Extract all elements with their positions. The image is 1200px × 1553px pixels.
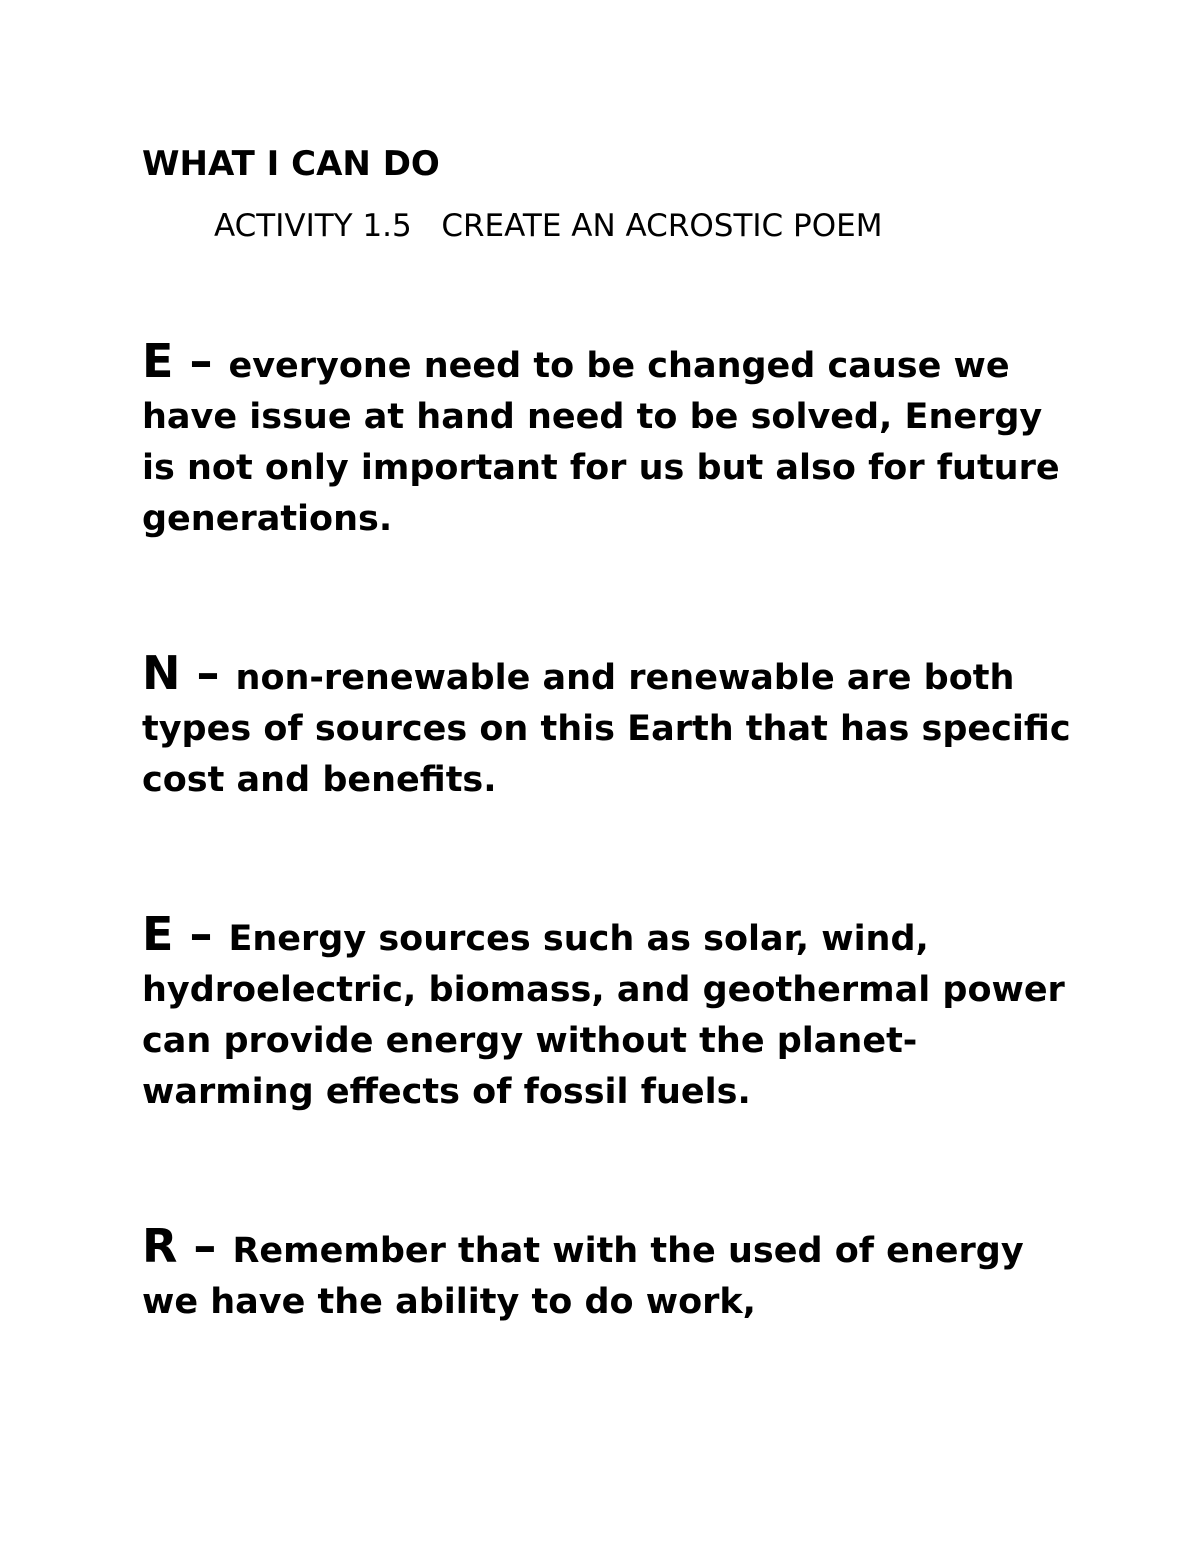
acrostic-line-text: Energy sources such as solar, wind, hydroelectric, biomass, and geothermal power can provide energy without the planet-warming effects of fossil fuels.: [142, 919, 1065, 1112]
acrostic-dash: –: [180, 646, 236, 700]
acrostic-letter: E: [142, 907, 174, 961]
acrostic-stanza-r: [142, 1221, 1082, 1328]
activity-title: ACTIVITY 1.5 CREATE AN ACROSTIC POEM: [214, 208, 883, 244]
acrostic-dash: –: [173, 907, 229, 961]
acrostic-stanza-e1: [142, 336, 1082, 545]
acrostic-dash: –: [177, 1219, 233, 1273]
section-heading: WHAT I CAN DO: [142, 144, 440, 184]
acrostic-stanza-n: [142, 648, 1082, 806]
acrostic-letter: E: [142, 334, 174, 388]
acrostic-letter: N: [142, 646, 181, 700]
acrostic-dash: –: [173, 334, 229, 388]
acrostic-line-text: everyone need to be changed cause we have issue at hand need to be solved, Energy is not only important for us but also for future generations.: [142, 346, 1060, 539]
acrostic-letter: R: [142, 1219, 178, 1273]
acrostic-line-text: non-renewable and renewable are both types of sources on this Earth that has specific cost and benefits.: [142, 658, 1071, 800]
document-page: [142, 140, 1082, 1328]
acrostic-stanza-e2: [142, 909, 1082, 1118]
acrostic-line-text: Remember that with the used of energy we have the ability to do work,: [142, 1231, 1024, 1322]
